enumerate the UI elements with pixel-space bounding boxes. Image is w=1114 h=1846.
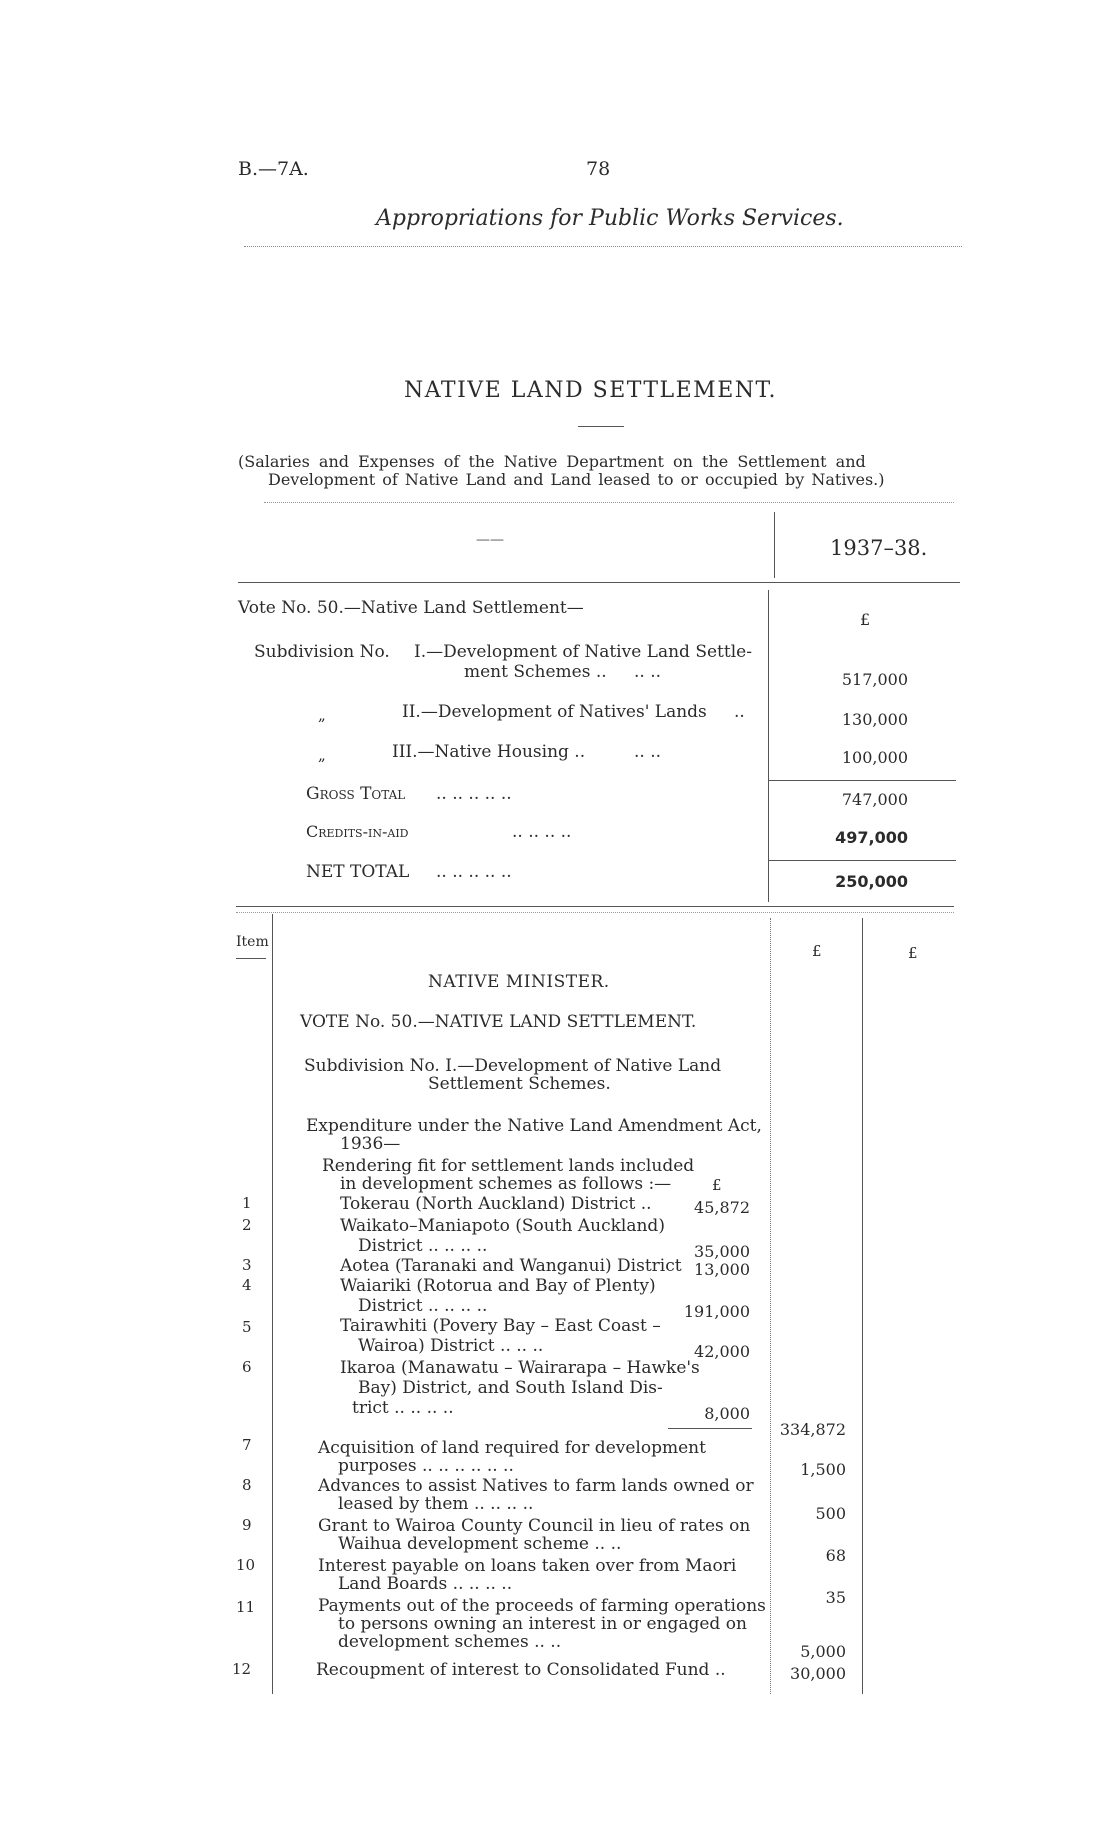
summary-net-amount: 250,000 bbox=[835, 872, 908, 891]
detail-amount-divider-1 bbox=[770, 918, 771, 1694]
detail-subdivision: Subdivision No. I.—Development of Native Land bbox=[304, 1056, 722, 1076]
subtotal-rule bbox=[668, 1428, 752, 1429]
item-description: Acquisition of land required for development bbox=[318, 1438, 706, 1458]
item-description: Interest payable on loans taken over from Maori bbox=[318, 1556, 737, 1576]
item-description-cont: leased by them .. .. .. .. bbox=[338, 1494, 534, 1514]
item-amount: 42,000 bbox=[694, 1342, 750, 1361]
item-amount: 45,872 bbox=[694, 1198, 750, 1217]
detail-amount-divider-2 bbox=[862, 918, 863, 1694]
title-rule bbox=[578, 426, 624, 427]
summary-row-2-amount: 130,000 bbox=[841, 710, 908, 729]
item-number: 9 bbox=[242, 1516, 252, 1534]
summary-net-rule bbox=[768, 860, 956, 861]
item-amount: 5,000 bbox=[800, 1642, 846, 1661]
item-description-cont: District .. .. .. .. bbox=[358, 1296, 488, 1316]
section-subtitle-line1: (Salaries and Expenses of the Native Department on the Settlement and bbox=[238, 452, 866, 471]
item-amount: 8,000 bbox=[704, 1404, 750, 1423]
summary-gross-dots: .. .. .. .. .. bbox=[436, 784, 512, 804]
section-subtitle-line2: Development of Native Land and Land leased to or occupied by Natives.) bbox=[268, 470, 885, 489]
subtitle-rule bbox=[264, 502, 954, 503]
item-amount: 68 bbox=[825, 1546, 846, 1565]
summary-gross-amount: 747,000 bbox=[841, 790, 908, 809]
item-amount: 191,000 bbox=[683, 1302, 750, 1321]
item-description: Tokerau (North Auckland) District .. bbox=[340, 1194, 652, 1214]
document-ref: B.—7A. bbox=[238, 158, 309, 180]
summary-subdivision-prefix: Subdivision No. bbox=[254, 642, 390, 662]
summary-left-head: —— bbox=[476, 532, 504, 548]
item-description-cont: Land Boards .. .. .. .. bbox=[338, 1574, 513, 1594]
detail-item-head-rule bbox=[236, 958, 266, 959]
item-description: Aotea (Taranaki and Wanganui) District bbox=[340, 1256, 682, 1276]
item-number: 10 bbox=[236, 1556, 256, 1574]
summary-row-3-dots: .. .. bbox=[634, 742, 662, 762]
summary-head-rule bbox=[238, 582, 960, 583]
item-number: 7 bbox=[242, 1436, 252, 1454]
detail-rendering-cont: in development schemes as follows :— bbox=[340, 1174, 672, 1194]
summary-head-divider bbox=[774, 512, 775, 578]
running-title: Appropriations for Public Works Services. bbox=[376, 206, 844, 231]
summary-row-2-dots: .. bbox=[734, 702, 745, 722]
summary-credits-dots: .. .. .. .. bbox=[512, 822, 572, 842]
summary-column-divider bbox=[768, 590, 769, 902]
item-description: Ikaroa (Manawatu – Wairarapa – Hawke's bbox=[340, 1358, 700, 1378]
summary-row-2-ditto: „ bbox=[318, 706, 326, 724]
item-description-cont: Bay) District, and South Island Dis- bbox=[358, 1378, 663, 1398]
item-description: Recoupment of interest to Consolidated Fund .. bbox=[316, 1660, 726, 1680]
summary-row-3-amount: 100,000 bbox=[841, 748, 908, 767]
item-number: 12 bbox=[232, 1660, 252, 1678]
item-number: 8 bbox=[242, 1476, 252, 1494]
item-description-cont: purposes .. .. .. .. .. .. bbox=[338, 1456, 514, 1476]
detail-rendering: Rendering fit for settlement lands included bbox=[322, 1156, 695, 1176]
item-description-cont: trict .. .. .. .. bbox=[352, 1398, 454, 1418]
detail-pound-1: £ bbox=[812, 942, 822, 960]
summary-net-label: NET TOTAL bbox=[306, 862, 410, 882]
detail-expenditure-cont: 1936— bbox=[340, 1134, 401, 1154]
item-description-cont: development schemes .. .. bbox=[338, 1632, 562, 1652]
item-description-cont: District .. .. .. .. bbox=[358, 1236, 488, 1256]
item-number: 2 bbox=[242, 1216, 252, 1234]
summary-row-1-label-cont: ment Schemes .. bbox=[464, 662, 607, 682]
item-amount: 13,000 bbox=[694, 1260, 750, 1279]
summary-row-1-dots: .. .. bbox=[634, 662, 662, 682]
item-number: 5 bbox=[242, 1318, 252, 1336]
item-amount: 35,000 bbox=[694, 1242, 750, 1261]
item-description: Grant to Wairoa County Council in lieu of rates on bbox=[318, 1516, 751, 1536]
summary-row-2-label: II.—Development of Natives' Lands bbox=[402, 702, 707, 722]
summary-row-3-label: III.—Native Housing .. bbox=[392, 742, 586, 762]
item-amount: 1,500 bbox=[800, 1460, 846, 1479]
header-rule bbox=[244, 246, 962, 247]
item-description: Waiariki (Rotorua and Bay of Plenty) bbox=[340, 1276, 656, 1296]
item-description-cont: Wairoa) District .. .. .. bbox=[358, 1336, 544, 1356]
summary-bottom-rule bbox=[236, 906, 954, 907]
item-number: 6 bbox=[242, 1358, 252, 1376]
summary-pound-sign: £ bbox=[860, 610, 871, 629]
item-description-cont: Waihua development scheme .. .. bbox=[338, 1534, 622, 1554]
summary-net-dots: .. .. .. .. .. bbox=[436, 862, 512, 882]
detail-minister: NATIVE MINISTER. bbox=[428, 972, 610, 992]
detail-subdivision-cont: Settlement Schemes. bbox=[428, 1074, 611, 1094]
detail-item-head: Item bbox=[236, 934, 269, 950]
item-number: 4 bbox=[242, 1276, 252, 1294]
summary-gross-rule bbox=[768, 780, 956, 781]
item-description: Tairawhiti (Povery Bay – East Coast – bbox=[340, 1316, 661, 1336]
item-description: Waikato–Maniapoto (South Auckland) bbox=[340, 1216, 665, 1236]
summary-gross-label: Gross Total bbox=[306, 784, 406, 804]
item-amount: 500 bbox=[815, 1504, 846, 1523]
summary-row-1-amount: 517,000 bbox=[841, 670, 908, 689]
item-number: 11 bbox=[236, 1598, 256, 1616]
item-description: Payments out of the proceeds of farming operations bbox=[318, 1596, 766, 1616]
section-title: NATIVE LAND SETTLEMENT. bbox=[404, 378, 777, 403]
summary-credits-label: Credits-in-aid bbox=[306, 822, 409, 841]
item-amount: 35 bbox=[825, 1588, 846, 1607]
summary-vote: Vote No. 50.—Native Land Settlement— bbox=[238, 598, 584, 618]
item-amount: 30,000 bbox=[790, 1664, 846, 1683]
district-subtotal: 334,872 bbox=[779, 1420, 846, 1439]
detail-inner-pound: £ bbox=[712, 1176, 722, 1194]
detail-item-divider bbox=[272, 914, 273, 1694]
detail-expenditure: Expenditure under the Native Land Amendment Act, bbox=[306, 1116, 762, 1136]
item-number: 1 bbox=[242, 1194, 252, 1212]
item-description-cont: to persons owning an interest in or engaged on bbox=[338, 1614, 747, 1634]
summary-bottom-rule-2 bbox=[236, 912, 954, 913]
summary-row-1-label: I.—Development of Native Land Settle- bbox=[414, 642, 752, 662]
item-description: Advances to assist Natives to farm lands owned or bbox=[318, 1476, 754, 1496]
page-number: 78 bbox=[586, 158, 611, 180]
summary-year: 1937–38. bbox=[830, 536, 928, 560]
detail-pound-2: £ bbox=[908, 944, 918, 962]
detail-vote: VOTE No. 50.—NATIVE LAND SETTLEMENT. bbox=[300, 1012, 697, 1032]
item-number: 3 bbox=[242, 1256, 252, 1274]
summary-credits-amount: 497,000 bbox=[835, 828, 908, 847]
summary-row-3-ditto: „ bbox=[318, 746, 326, 764]
